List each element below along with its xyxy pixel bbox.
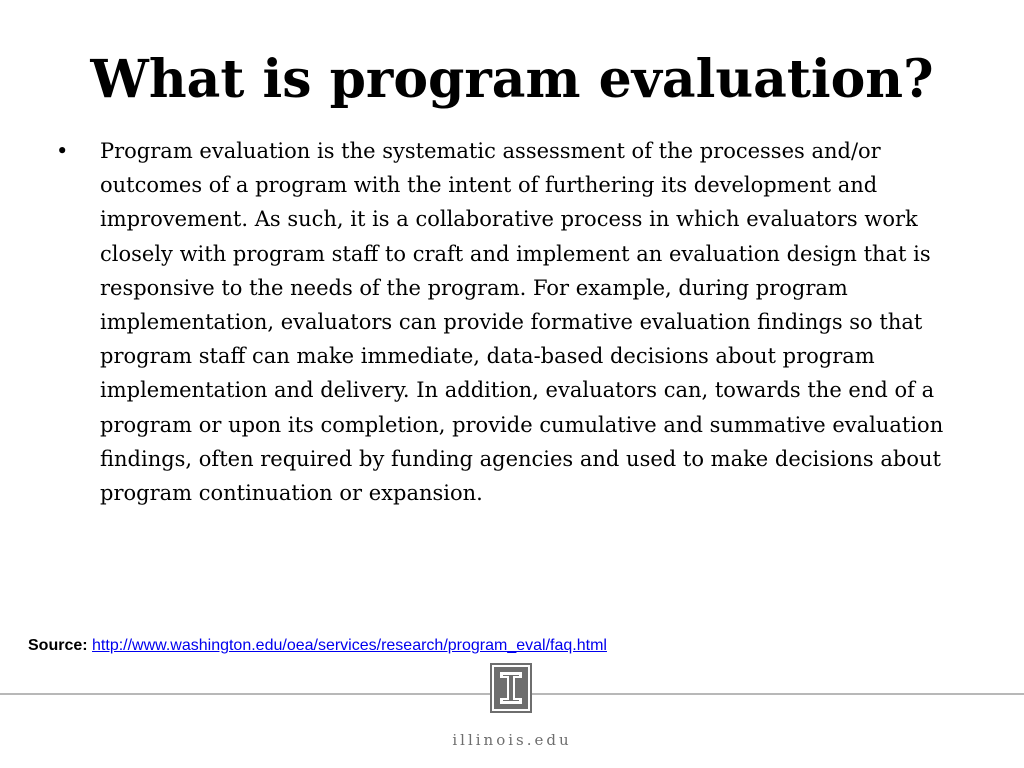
source-link[interactable]: http://www.washington.edu/oea/services/research/program_eval/faq.html xyxy=(92,637,607,654)
bullet-list xyxy=(56,134,971,510)
source-label: Source: xyxy=(28,637,88,654)
bullet-item xyxy=(56,134,971,510)
footer-domain-text: illinois.edu xyxy=(452,731,572,749)
source-citation xyxy=(28,636,607,656)
slide-title: What is program evaluation? xyxy=(90,49,934,110)
bullet-text: Program evaluation is the systematic assessment of the processes and/or outcomes of a program with the intent of furthering its development and improvement. As such, it is a collaborative process in which evaluators work closely with program staff to craft and implement an evaluation design that is responsive to the needs of the program. For example, during program implementation, evaluators can provide formative evaluation findings so that program staff can make immediate, data-based decisions about program implementation and delivery. In addition, evaluators can, towards the end of a program or upon its completion, provide cumulative and summative evaluation findings, often required by funding agencies and used to make decisions about program continuation or expansion. xyxy=(100,139,944,506)
illinois-block-i-logo-icon xyxy=(490,663,532,713)
bullet-marker: • xyxy=(56,139,69,163)
